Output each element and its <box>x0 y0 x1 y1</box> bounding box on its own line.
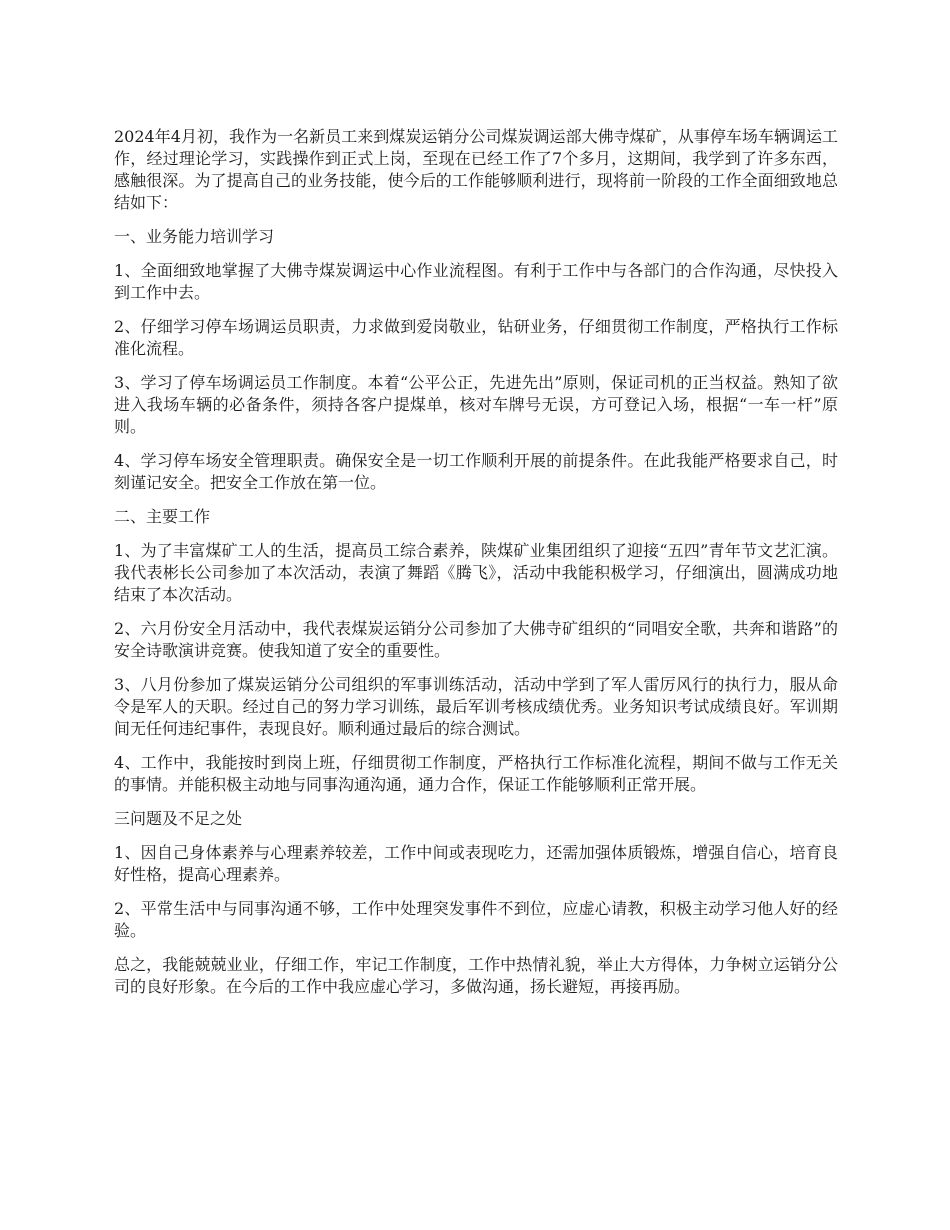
section-1-item-2: 2、仔细学习停车场调运员职责，力求做到爱岗敬业，钻研业务，仔细贯彻工作制度，严格执行工作标准化流程。 <box>114 317 838 358</box>
section-heading-1: 一、业务能力培训学习 <box>114 227 275 246</box>
conclusion-paragraph: 总之，我能兢兢业业，仔细工作，牢记工作制度，工作中热情礼貌，举止大方得体，力争树立运销分公司的良好形象。在今后的工作中我应虚心学习，多做沟通，扬长避短，再接再励。 <box>114 955 838 996</box>
section-2-item-1: 1、为了丰富煤矿工人的生活，提高员工综合素养，陕煤矿业集团组织了迎接“五四”青年节文艺汇演。我代表彬长公司参加了本次活动，表演了舞蹈《腾飞》，活动中我能积极学习，仔细演出，圆满成功地结束了本次活动。 <box>114 541 838 604</box>
section-1-item-3: 3、学习了停车场调运员工作制度。本着“公平公正，先进先出”原则，保证司机的正当权益。熟知了欲进入我场车辆的必备条件，须持各客户提煤单，核对车牌号无误，方可登记入场，根据“一车一杆”原则。 <box>114 373 838 436</box>
section-1-item-1: 1、全面细致地掌握了大佛寺煤炭调运中心作业流程图。有利于工作中与各部门的合作沟通，尽快投入到工作中去。 <box>114 261 838 302</box>
section-heading-2: 二、主要工作 <box>114 507 211 526</box>
section-heading-3: 三问题及不足之处 <box>114 809 243 828</box>
section-2-item-2: 2、六月份安全月活动中，我代表煤炭运销分公司参加了大佛寺矿组织的“同唱安全歌，共奔和谐路”的安全诗歌演讲竞赛。使我知道了安全的重要性。 <box>114 619 838 660</box>
section-1-item-4: 4、学习停车场安全管理职责。确保安全是一切工作顺利开展的前提条件。在此我能严格要求自己，时刻谨记安全。把安全工作放在第一位。 <box>114 451 838 492</box>
section-3-item-1: 1、因自己身体素养与心理素养较差，工作中间或表现吃力，还需加强体质锻炼，增强自信心，培育良好性格，提高心理素养。 <box>114 843 838 884</box>
intro-paragraph: 2024年4月初，我作为一名新员工来到煤炭运销分公司煤炭调运部大佛寺煤矿，从事停车场车辆调运工作，经过理论学习，实践操作到正式上岗，至现在已经工作了7个多月，这期间，我学到了许多东西，感触很深。为了提高自己的业务技能，使今后的工作能够顺利进行，现将前一阶段的工作全面细致地总结如下： <box>114 127 838 212</box>
section-3-item-2: 2、平常生活中与同事沟通不够，工作中处理突发事件不到位，应虚心请教，积极主动学习他人好的经验。 <box>114 899 838 940</box>
section-2-item-4: 4、工作中，我能按时到岗上班，仔细贯彻工作制度，严格执行工作标准化流程，期间不做与工作无关的事情。并能积极主动地与同事沟通沟通，通力合作，保证工作能够顺利正常开展。 <box>114 753 838 794</box>
section-2-item-3: 3、八月份参加了煤炭运销分公司组织的军事训练活动，活动中学到了军人雷厉风行的执行力，服从命令是军人的天职。经过自己的努力学习训练，最后军训考核成绩优秀。业务知识考试成绩良好。军训期间无任何违纪事件，表现良好。顺利通过最后的综合测试。 <box>114 675 838 738</box>
document-body <box>114 126 838 1010</box>
